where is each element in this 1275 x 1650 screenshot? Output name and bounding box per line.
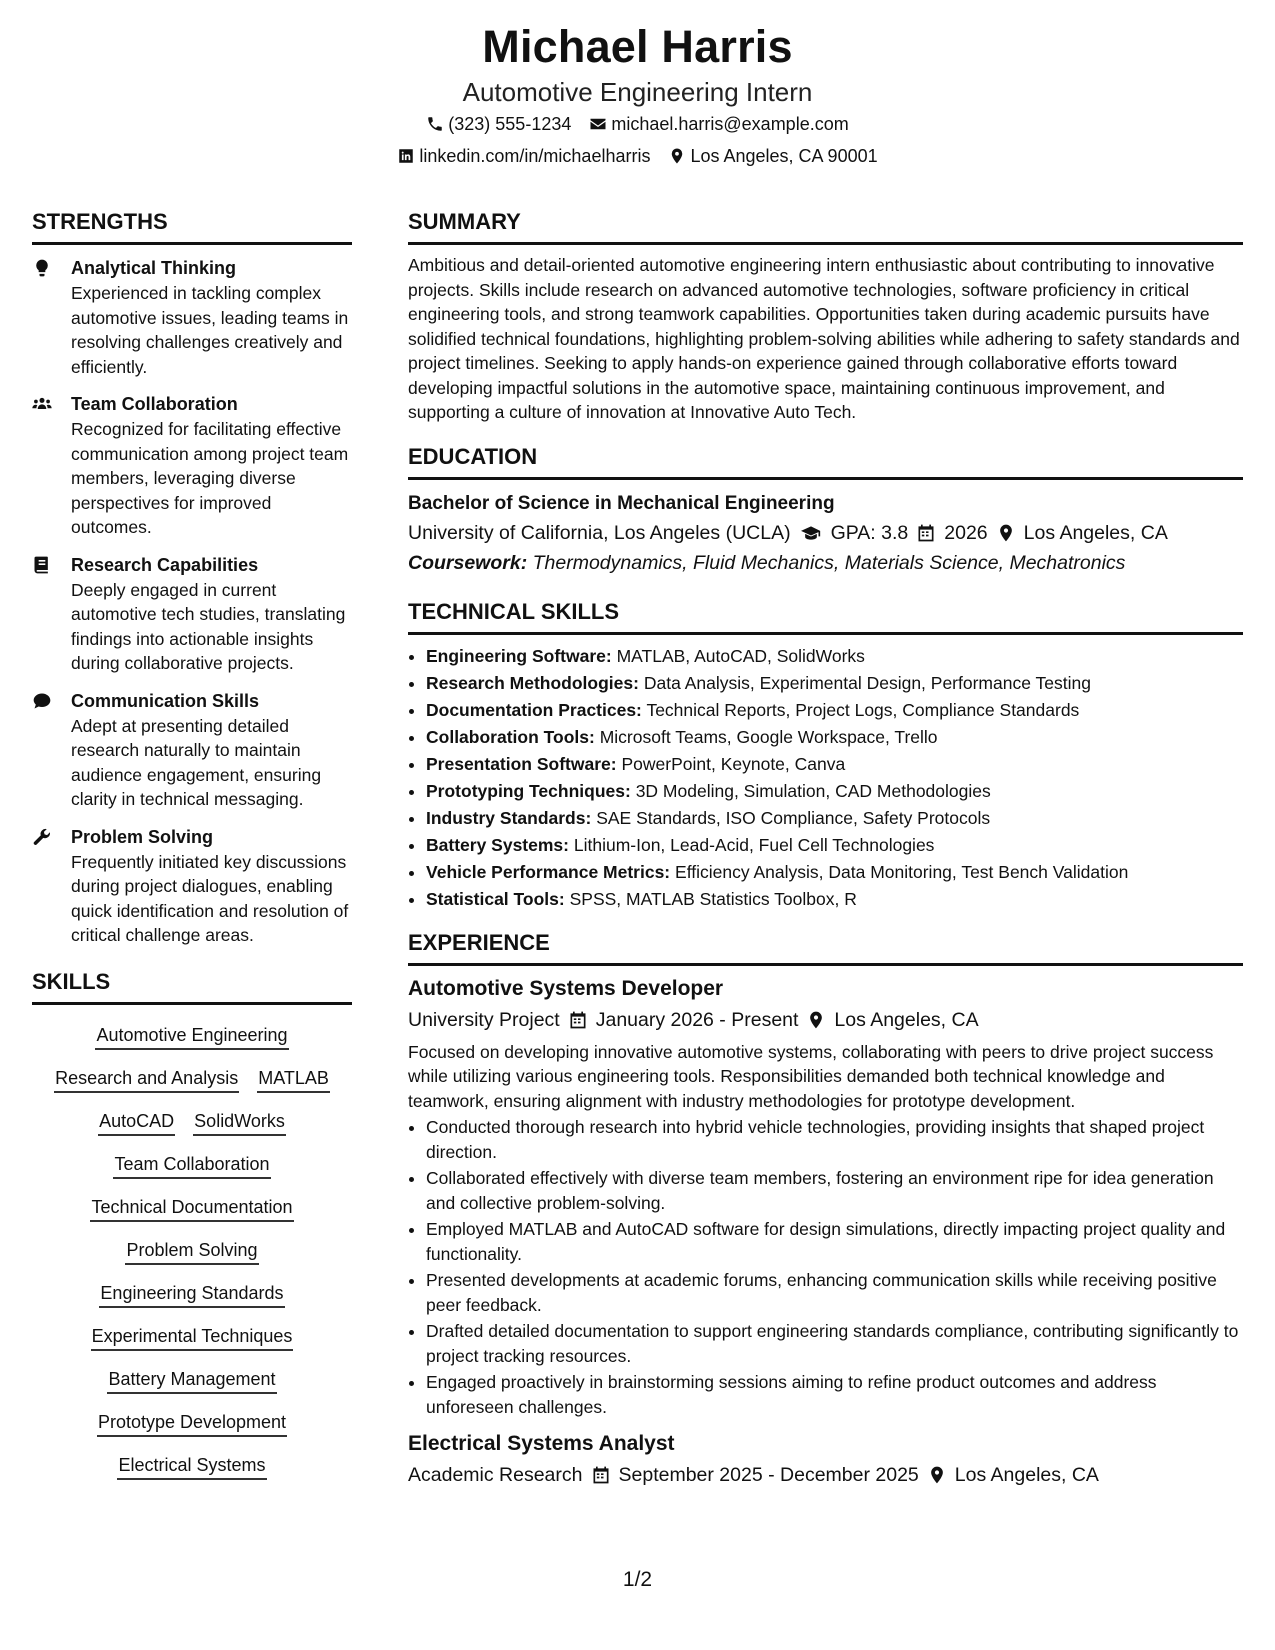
- coursework-text: Thermodynamics, Fluid Mechanics, Materials Science, Mechatronics: [532, 551, 1126, 574]
- skill-tag: AutoCAD: [98, 1108, 175, 1136]
- job-meta: [408, 1004, 1243, 1036]
- skill-tag: Electrical Systems: [117, 1452, 266, 1480]
- strength-desc: Recognized for facilitating effective communication among project team members, leveraging diverse perspectives for improved outcomes.: [71, 419, 349, 537]
- candidate-name: Michael Harris: [482, 21, 793, 72]
- skills-heading: SKILLS: [32, 968, 352, 1005]
- strength-item: [32, 824, 352, 948]
- phone-contact: [426, 108, 571, 140]
- map-pin-icon: [927, 1465, 947, 1485]
- tech-skill-item: [426, 751, 1243, 778]
- page-number: 1/2: [622, 1568, 653, 1591]
- tech-skill-value: MATLAB, AutoCAD, SolidWorks: [616, 645, 865, 666]
- job-bullet: • Employed MATLAB and AutoCAD software for design simulations, directly impacting project quality and functionality.: [426, 1217, 1243, 1266]
- tech-skill-value: SPSS, MATLAB Statistics Toolbox, R: [569, 888, 857, 909]
- right-column: [408, 208, 1243, 1491]
- skills-list: [32, 1015, 352, 1488]
- tech-skill-label: Presentation Software:: [426, 753, 617, 774]
- tech-skill-item: [426, 859, 1243, 886]
- tech-skill-item: [426, 697, 1243, 724]
- map-pin-icon: [996, 523, 1016, 543]
- skill-tag: Prototype Development: [97, 1409, 287, 1437]
- job-bullet: • Conducted thorough research into hybrid vehicle technologies, providing insights that shaped project direction.: [426, 1115, 1243, 1164]
- tech-skill-item: [426, 724, 1243, 751]
- left-column: [32, 208, 352, 1488]
- tech-skill-label: Research Methodologies:: [426, 672, 639, 693]
- tech-skill-label: Collaboration Tools:: [426, 726, 595, 747]
- experience-heading: EXPERIENCE: [408, 929, 1243, 966]
- skill-tag: Engineering Standards: [99, 1280, 284, 1308]
- tech-skill-label: Statistical Tools:: [426, 888, 565, 909]
- job-dates: January 2026 - Present: [595, 1008, 799, 1031]
- tech-skill-value: Lithium-Ion, Lead-Acid, Fuel Cell Technologies: [573, 834, 935, 855]
- calendar-icon: [568, 1010, 588, 1030]
- strengths-list: [32, 255, 352, 948]
- gpa-text: GPA: 3.8: [830, 521, 909, 544]
- job-bullets: [408, 1115, 1243, 1419]
- coursework-label: Coursework:: [408, 551, 528, 574]
- skill-tag: MATLAB: [257, 1065, 330, 1093]
- degree-title: Bachelor of Science in Mechanical Engineering: [408, 492, 835, 514]
- candidate-role: Automotive Engineering Intern: [462, 77, 813, 107]
- job-title: Automotive Systems Developer: [408, 976, 724, 1000]
- strength-item: [32, 391, 352, 540]
- tech-skill-item: [426, 778, 1243, 805]
- phone-text: (323) 555-1234: [448, 114, 572, 134]
- book-icon: [32, 555, 54, 575]
- wrench-icon: [32, 827, 54, 847]
- strength-desc: Experienced in tackling complex automotive issues, leading teams in resolving challenges creatively and efficiently.: [71, 283, 349, 377]
- tech-skill-value: SAE Standards, ISO Compliance, Safety Protocols: [596, 807, 991, 828]
- education-heading: EDUCATION: [408, 443, 1243, 480]
- tech-skill-item: [426, 832, 1243, 859]
- location-text: Los Angeles, CA 90001: [690, 146, 878, 166]
- map-pin-icon: [806, 1010, 826, 1030]
- job-description: Focused on developing innovative automotive systems, collaborating with peers to drive project success while utilizing various engineering tools. Responsibilities demanded both technical knowledge and teamwork, ensuring alignment with industry methodologies for prototype development.: [408, 1041, 1214, 1111]
- strengths-heading: STRENGTHS: [32, 208, 352, 245]
- summary-text: Ambitious and detail-oriented automotive engineering intern enthusiastic about contributing to innovative projects. Skills include research on advanced automotive technologies, software proficiency in critical engineering tools, and strong teamwork capabilities. Opportunities taken during academic pursuits have solidified technical foundations, highlighting problem-solving abilities while adhering to safety standards and project timelines. Seeking to apply hands-on experience gained through collaborative efforts toward developing impactful solutions in the automotive space, maintaining continuous improvement, and supporting a culture of innovation at Innovative Auto Tech.: [408, 255, 1240, 422]
- location-contact: [668, 140, 877, 172]
- speech-bubble-icon: [32, 691, 54, 711]
- job-location: Los Angeles, CA: [834, 1008, 979, 1031]
- skill-tag: Team Collaboration: [113, 1151, 270, 1179]
- tech-skill-item: [426, 670, 1243, 697]
- strength-desc: Deeply engaged in current automotive tech studies, translating findings into actionable insights during collaborative projects.: [71, 579, 346, 673]
- job-bullet: • Drafted detailed documentation to support engineering standards compliance, contributing significantly to project tracking resources.: [426, 1319, 1243, 1368]
- tech-skill-value: Technical Reports, Project Logs, Compliance Standards: [646, 699, 1080, 720]
- job-entry: [408, 1429, 1243, 1491]
- linkedin-text[interactable]: linkedin.com/in/michaelharris: [419, 146, 651, 166]
- tech-skill-label: Prototyping Techniques:: [426, 780, 631, 801]
- tech-skill-value: 3D Modeling, Simulation, CAD Methodologies: [635, 780, 991, 801]
- tech-skill-label: Engineering Software:: [426, 645, 612, 666]
- tech-skill-item: [426, 886, 1243, 913]
- map-pin-icon: [668, 147, 686, 165]
- strength-item: [32, 688, 352, 812]
- tech-skill-item: [426, 643, 1243, 670]
- job-dates: September 2025 - December 2025: [618, 1464, 919, 1486]
- tech-skill-label: Battery Systems:: [426, 834, 569, 855]
- skill-tag: Research and Analysis: [54, 1065, 239, 1093]
- email-text[interactable]: michael.harris@example.com: [611, 114, 849, 134]
- job-title: Electrical Systems Analyst: [408, 1432, 675, 1455]
- strength-desc: Frequently initiated key discussions during project dialogues, enabling quick identification and resolution of critical challenge areas.: [71, 851, 349, 945]
- tech-skill-value: PowerPoint, Keynote, Canva: [621, 753, 846, 774]
- strength-title: Communication Skills: [71, 690, 260, 711]
- technical-skills-list: [408, 643, 1243, 913]
- tech-skill-value: Efficiency Analysis, Data Monitoring, Test Bench Validation: [675, 861, 1129, 882]
- contact-row-2: [0, 140, 1275, 172]
- envelope-icon: [589, 115, 607, 133]
- resume-header: [0, 18, 1275, 172]
- job-org: University Project: [408, 1008, 560, 1031]
- technical-skills-heading: TECHNICAL SKILLS: [408, 598, 1243, 635]
- graduation-cap-icon: [799, 523, 823, 543]
- tech-skill-label: Documentation Practices:: [426, 699, 642, 720]
- tech-skill-value: Microsoft Teams, Google Workspace, Trello: [599, 726, 938, 747]
- tech-skill-value: Data Analysis, Experimental Design, Performance Testing: [643, 672, 1091, 693]
- summary-heading: SUMMARY: [408, 208, 1243, 245]
- coursework-line: [408, 548, 1243, 578]
- skill-tag: Experimental Techniques: [91, 1323, 294, 1351]
- lightbulb-icon: [32, 258, 54, 278]
- strength-title: Team Collaboration: [71, 394, 238, 414]
- tech-skill-label: Vehicle Performance Metrics:: [426, 861, 671, 882]
- strength-title: Research Capabilities: [71, 554, 259, 575]
- linkedin-contact[interactable]: [397, 140, 650, 172]
- tech-skill-label: Industry Standards:: [426, 807, 592, 828]
- skill-tag: Problem Solving: [125, 1237, 258, 1265]
- strength-title: Analytical Thinking: [71, 258, 237, 278]
- skill-tag: SolidWorks: [193, 1108, 286, 1136]
- calendar-icon: [591, 1465, 611, 1485]
- job-bullet: • Engaged proactively in brainstorming sessions aiming to refine product outcomes and address unforeseen challenges.: [426, 1370, 1243, 1419]
- contact-row-1: [0, 108, 1275, 140]
- job-meta: [408, 1459, 1243, 1491]
- job-entry: [408, 974, 1243, 1420]
- users-icon: [32, 394, 54, 414]
- calendar-icon: [916, 523, 936, 543]
- school-location: Los Angeles, CA: [1023, 521, 1168, 544]
- email-contact[interactable]: [589, 108, 848, 140]
- job-location: Los Angeles, CA: [954, 1464, 1099, 1486]
- strength-item: [32, 552, 352, 676]
- school-name: University of California, Los Angeles (UCLA): [408, 521, 791, 544]
- skill-tag: Automotive Engineering: [95, 1022, 288, 1050]
- job-bullet: • Presented developments at academic forums, enhancing communication skills while receiving positive peer feedback.: [426, 1268, 1243, 1317]
- skill-tag: Battery Management: [107, 1366, 276, 1394]
- job-org: Academic Research: [408, 1464, 583, 1486]
- education-meta: [408, 518, 1243, 548]
- skill-tag: Technical Documentation: [90, 1194, 293, 1222]
- job-bullet: • Collaborated effectively with diverse team members, fostering an environment ripe for idea generation and collective problem-solving.: [426, 1166, 1243, 1215]
- graduation-year: 2026: [944, 521, 988, 544]
- linkedin-icon: [397, 147, 415, 165]
- strength-title: Problem Solving: [71, 826, 214, 847]
- tech-skill-item: [426, 805, 1243, 832]
- strength-item: [32, 255, 352, 379]
- phone-icon: [426, 115, 444, 133]
- strength-desc: Adept at presenting detailed research naturally to maintain audience engagement, ensuring clarity in technical messaging.: [71, 715, 322, 809]
